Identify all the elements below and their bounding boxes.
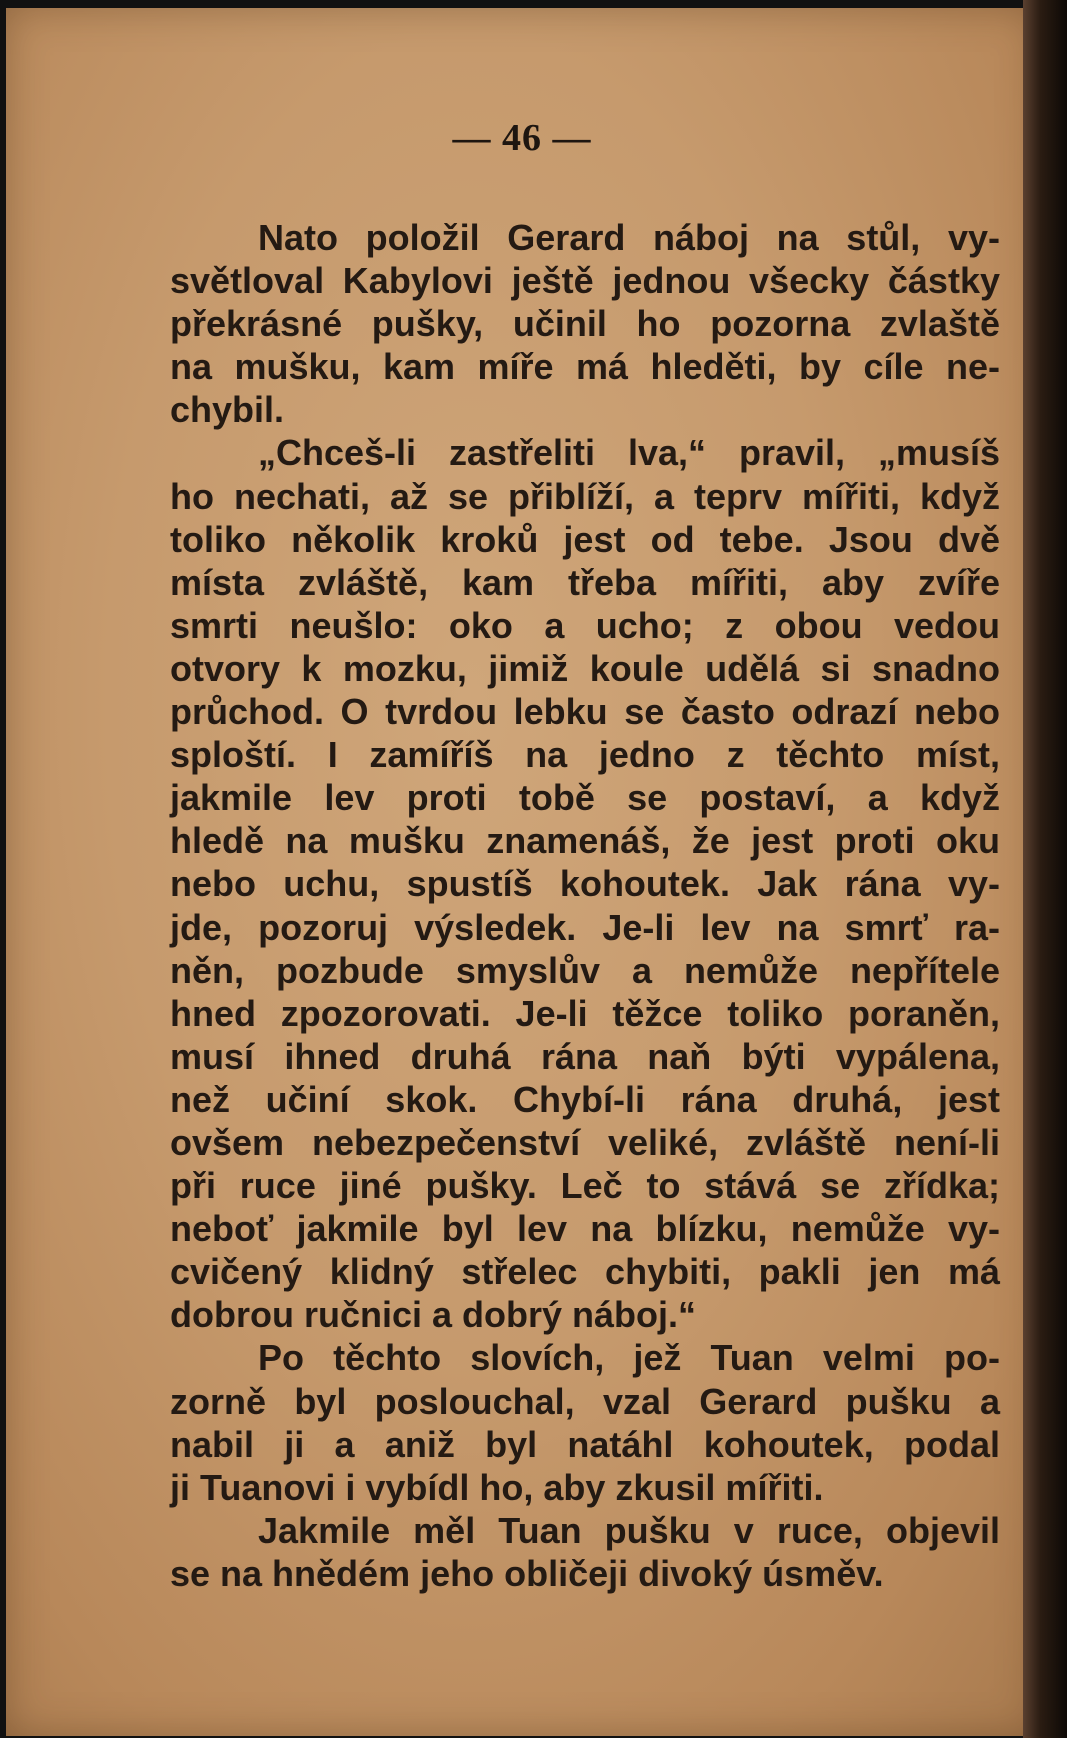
text-line: zorně byl poslouchal, vzal Gerard pušku a: [170, 1380, 1000, 1422]
text-line: při ruce jiné pušky. Leč to stává se zřídka;: [170, 1165, 1000, 1207]
text-line: překrásné pušky, učinil ho pozorna zvlaště: [170, 303, 1000, 345]
text-line: jde, pozoruj výsledek. Je-li lev na smrť ra-: [170, 906, 1000, 948]
text-line: ovšem nebezpečenství veliké, zvláště není-li: [170, 1121, 1000, 1163]
text-line: se na hnědém jeho obličeji divoký úsměv.: [170, 1552, 884, 1594]
text-line: hned zpozorovati. Je-li těžce toliko poraněn,: [170, 992, 1000, 1034]
text-line: Po těchto slovích, jež Tuan velmi po-: [258, 1337, 1000, 1379]
text-line: místa zvláště, kam třeba mířiti, aby zvíře: [170, 561, 1000, 603]
text-line: neboť jakmile byl lev na blízku, nemůže vy-: [170, 1208, 1000, 1250]
text-line: hledě na mušku znamenáš, že jest proti oku: [170, 820, 1000, 862]
text-line: Jakmile měl Tuan pušku v ruce, objevil: [258, 1509, 1000, 1551]
text-line: něn, pozbude smyslův a nemůže nepřítele: [170, 949, 1000, 991]
page-gutter: [1023, 0, 1067, 1738]
text-line: chybil.: [170, 389, 285, 431]
text-line: světloval Kabylovi ještě jednou všecky částky: [170, 260, 1000, 302]
text-line: ji Tuanovi i vybídl ho, aby zkusil mířiti.: [170, 1466, 824, 1508]
text-line: dobrou ručnici a dobrý náboj.“: [170, 1294, 697, 1336]
text-line: nabil ji a aniž byl natáhl kohoutek, podal: [170, 1423, 1000, 1465]
text-line: toliko několik kroků jest od tebe. Jsou dvě: [170, 518, 1000, 560]
text-line: než učiní skok. Chybí-li rána druhá, jest: [170, 1078, 1000, 1120]
text-line: na mušku, kam míře má hleděti, by cíle ne-: [170, 346, 1000, 388]
text-line: smrti neušlo: oko a ucho; z obou vedou: [170, 604, 1000, 646]
text-line: jakmile lev proti tobě se postaví, a když: [170, 777, 1000, 819]
page-number: — 46 —: [452, 117, 592, 159]
text-line: průchod. O tvrdou lebku se často odrazí nebo: [170, 691, 1000, 733]
text-line: cvičený klidný střelec chybiti, pakli jen má: [170, 1251, 1000, 1293]
text-line: sploští. I zamíříš na jedno z těchto míst,: [170, 734, 1000, 776]
book-page: [6, 8, 1038, 1736]
text-line: „Chceš-li zastřeliti lva,“ pravil, „musíš: [258, 432, 1000, 474]
text-line: otvory k mozku, jimiž koule udělá si snadno: [170, 647, 1000, 689]
text-line: musí ihned druhá rána naň býti vypálena,: [170, 1035, 1000, 1077]
text-line: ho nechati, až se přiblíží, a teprv mířiti, když: [170, 475, 1000, 517]
body-text: [170, 216, 1000, 1595]
text-line: nebo uchu, spustíš kohoutek. Jak rána vy-: [170, 863, 1000, 905]
text-line: Nato položil Gerard náboj na stůl, vy-: [258, 217, 1000, 258]
